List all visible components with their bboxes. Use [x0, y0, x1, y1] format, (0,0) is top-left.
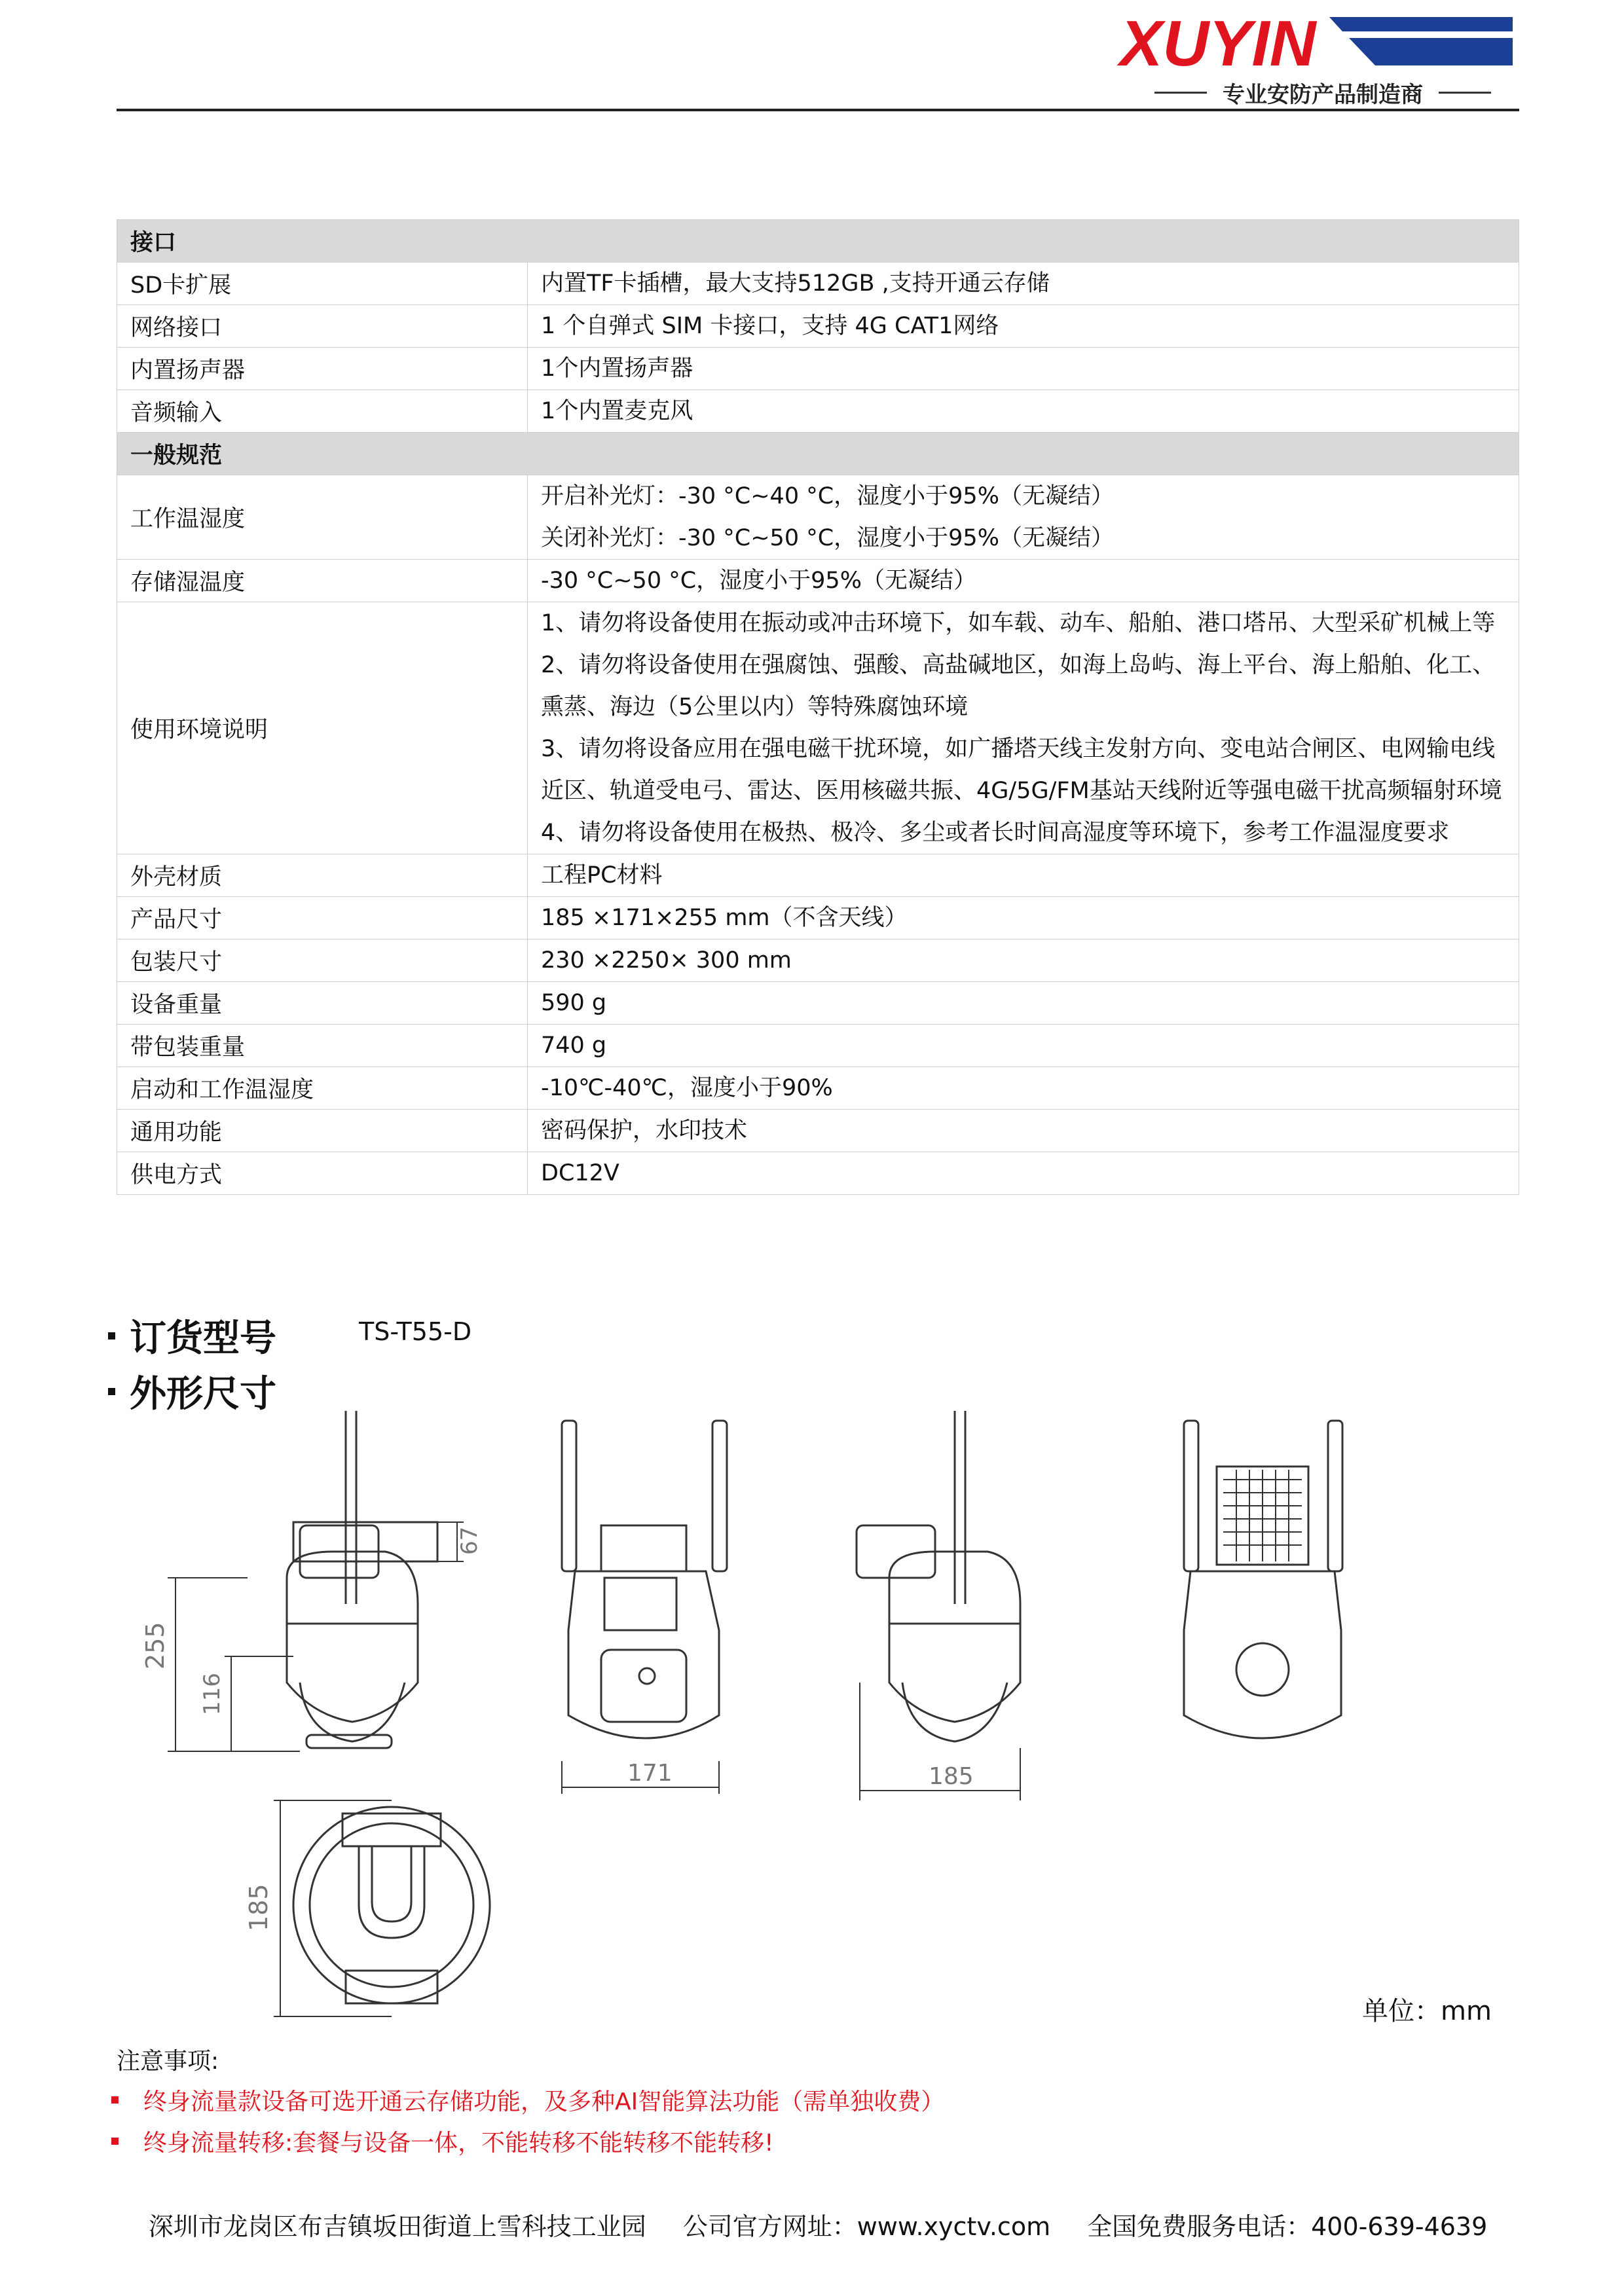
- note-text: 终身流量款设备可选开通云存储功能，及多种AI智能算法功能（需单独收费）: [143, 2088, 945, 2115]
- spec-value: -30 °C~50 °C，湿度小于95%（无凝结）: [528, 560, 1519, 602]
- slogan-dash-right: [1439, 92, 1491, 94]
- spec-value-line: 3、请勿将设备应用在强电磁干扰环境，如广播塔天线主发射方向、变电站合闸区、电网输电线近区、轨道受电弓、雷达、医用核磁共振、4G/5G/FM基站天线附近等强电磁干扰高频辐射环境: [541, 736, 1502, 804]
- spec-row: [117, 348, 1519, 390]
- bullet-square: [108, 1332, 115, 1339]
- spec-section-header: [117, 433, 1519, 475]
- spec-row: [117, 263, 1519, 305]
- spec-key: 内置扬声器: [117, 348, 528, 390]
- spec-key: 产品尺寸: [117, 897, 528, 939]
- header-rule: [117, 109, 1519, 111]
- order-title-text: 订货型号: [130, 1317, 276, 1360]
- spec-value: 740 g: [528, 1025, 1519, 1067]
- dim-lower-label: 116: [199, 1673, 225, 1715]
- rear-view: [1184, 1421, 1342, 1738]
- spec-value: 185 ×171×255 mm（不含天线）: [528, 897, 1519, 939]
- front-view: [562, 1421, 727, 1794]
- spec-key: 存储湿温度: [117, 560, 528, 602]
- spec-value: 1个内置麦克风: [528, 390, 1519, 433]
- dim-width-front-label: 171: [627, 1760, 673, 1787]
- company-logo: [1113, 5, 1519, 77]
- footer-website: 公司官方网址：www.xyctv.com: [682, 2212, 1051, 2241]
- spec-value: DC12V: [528, 1152, 1519, 1195]
- footer-hotline: 全国免费服务电话：400-639-4639: [1087, 2212, 1488, 2241]
- note-bullet: [111, 2138, 119, 2145]
- dimension-drawings: [117, 1408, 1519, 2036]
- dim-width-side-label: 185: [929, 1763, 974, 1790]
- spec-key: 通用功能: [117, 1110, 528, 1152]
- spec-row: [117, 939, 1519, 982]
- spec-section-header: [117, 220, 1519, 263]
- spec-key: 工作温湿度: [117, 475, 528, 560]
- spec-value-line: 4、请勿将设备使用在极热、极冷、多尘或者长时间高湿度等环境下，参考工作温湿度要求: [541, 820, 1450, 846]
- spec-value: 590 g: [528, 982, 1519, 1025]
- spec-row: [117, 897, 1519, 939]
- spec-value-line: 2、请勿将设备使用在强腐蚀、强酸、高盐碱地区，如海上岛屿、海上平台、海上船舶、化工、熏蒸、海边（5公里以内）等特殊腐蚀环境: [541, 652, 1496, 720]
- order-model: TS-T55-D: [359, 1317, 472, 1346]
- spec-table: [117, 219, 1519, 1195]
- spec-value-line: 开启补光灯：-30 °C~40 °C，湿度小于95%（无凝结）: [541, 483, 1114, 509]
- spec-key: 供电方式: [117, 1152, 528, 1195]
- notes-title: 注意事项:: [117, 2048, 219, 2075]
- spec-row: [117, 475, 1519, 560]
- spec-row: [117, 602, 1519, 854]
- spec-key: SD卡扩展: [117, 263, 528, 305]
- spec-value: -10℃-40℃，湿度小于90%: [528, 1067, 1519, 1110]
- spec-key: 音频输入: [117, 390, 528, 433]
- spec-key: 包装尺寸: [117, 939, 528, 982]
- spec-row: [117, 854, 1519, 897]
- spec-row: [117, 390, 1519, 433]
- spec-value: 内置TF卡插槽，最大支持512GB ,支持开通云存储: [528, 263, 1519, 305]
- spec-row: [117, 1025, 1519, 1067]
- spec-section-title: 接口: [117, 220, 1519, 263]
- spec-value: 工程PC材料: [528, 854, 1519, 897]
- spec-key: 启动和工作温湿度: [117, 1067, 528, 1110]
- side-view-right: [857, 1411, 1020, 1800]
- spec-row: [117, 1152, 1519, 1195]
- note-item: [111, 2083, 944, 2117]
- order-section-title: [108, 1309, 276, 1362]
- spec-value-line: 1、请勿将设备使用在振动或冲击环境下，如车载、动车、船舶、港口塔吊、大型采矿机械上等: [541, 610, 1496, 636]
- spec-value-line: 关闭补光灯：-30 °C~50 °C，湿度小于95%（无凝结）: [541, 525, 1114, 551]
- spec-key: 使用环境说明: [117, 602, 528, 854]
- logo-text: XUYIN: [1120, 7, 1316, 77]
- spec-value: 密码保护，水印技术: [528, 1110, 1519, 1152]
- dim-depth-top-label: 185: [244, 1884, 273, 1931]
- spec-row: [117, 982, 1519, 1025]
- dim-height-label: 255: [141, 1622, 170, 1669]
- spec-value: 230 ×2250× 300 mm: [528, 939, 1519, 982]
- slogan-text: 专业安防产品制造商: [1223, 81, 1423, 108]
- spec-key: 外壳材质: [117, 854, 528, 897]
- spec-key: 带包装重量: [117, 1025, 528, 1067]
- spec-value: 1个内置扬声器: [528, 348, 1519, 390]
- footer-address: 深圳市龙岗区布吉镇坂田街道上雪科技工业园: [148, 2212, 646, 2241]
- unit-label: 单位：mm: [1362, 1996, 1492, 2026]
- spec-value: [528, 602, 1519, 854]
- dimensions-title-text: 外形尺寸: [130, 1373, 276, 1415]
- spec-value: [528, 475, 1519, 560]
- footer: [117, 2206, 1519, 2242]
- spec-row: [117, 305, 1519, 348]
- bullet-square: [108, 1388, 115, 1395]
- dim-bracket-label: 67: [456, 1526, 483, 1555]
- spec-row: [117, 1110, 1519, 1152]
- spec-row: [117, 1067, 1519, 1110]
- note-bullet: [111, 2096, 119, 2104]
- spec-key: 网络接口: [117, 305, 528, 348]
- note-item: [111, 2124, 774, 2158]
- slogan: [1126, 76, 1519, 109]
- top-view: [274, 1800, 490, 2016]
- spec-row: [117, 560, 1519, 602]
- slogan-dash-left: [1154, 92, 1207, 94]
- spec-section-title: 一般规范: [117, 433, 1519, 475]
- spec-key: 设备重量: [117, 982, 528, 1025]
- spec-value: 1 个自弹式 SIM 卡接口，支持 4G CAT1网络: [528, 305, 1519, 348]
- note-text: 终身流量转移:套餐与设备一体，不能转移不能转移不能转移!: [143, 2130, 774, 2157]
